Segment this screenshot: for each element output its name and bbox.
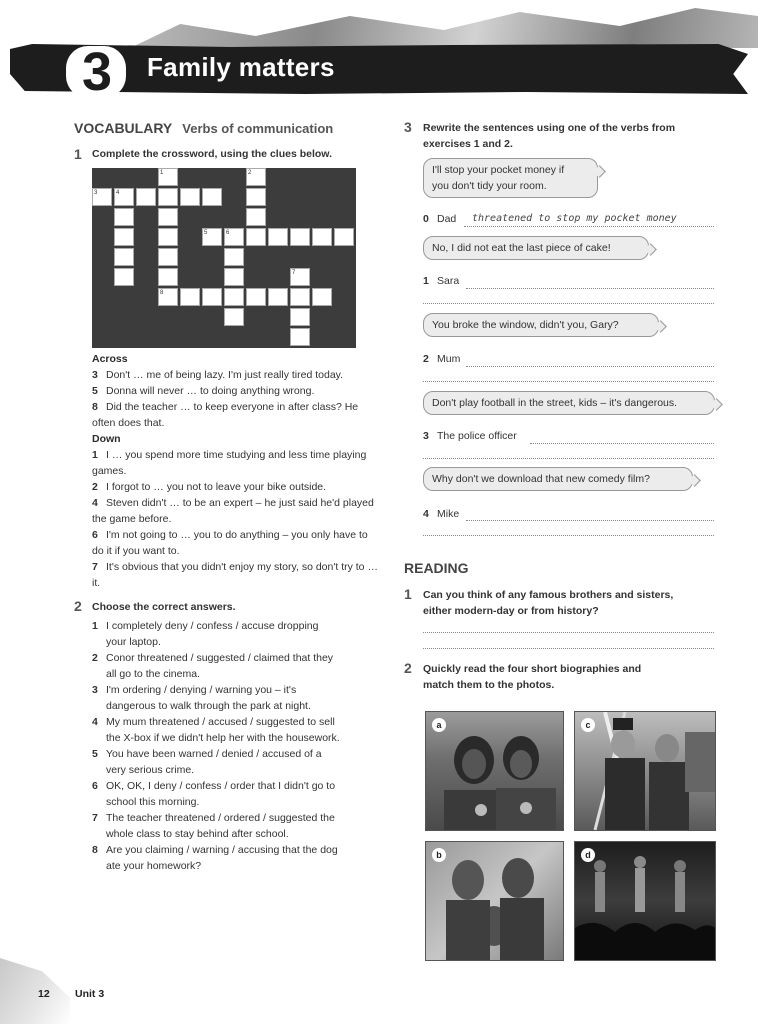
multiple-choice-item[interactable]: 4 My mum threatened / accused / suggested to sell the X-box if we didn't help her with the housework. [92, 716, 340, 744]
crossword-cell[interactable] [180, 188, 200, 206]
crossword-cell[interactable] [224, 248, 244, 266]
photo-a [425, 711, 564, 831]
clue-item: 6 I'm not going to … you to do anything – you only have to do it if you want to. [92, 529, 368, 557]
speech-bubble: No, I did not eat the last piece of cake! [423, 236, 649, 260]
exercise-number: 3 [404, 119, 412, 135]
clue-item: 1 I … you spend more time studying and less time playing games. [92, 449, 367, 477]
answer-line[interactable] [423, 648, 714, 649]
crossword-cell[interactable] [246, 208, 266, 226]
crossword-cell[interactable] [312, 228, 332, 246]
photo-label: c [581, 718, 595, 732]
answer-line[interactable] [464, 226, 714, 227]
crossword-cell[interactable] [290, 308, 310, 326]
exercise-instruction: Rewrite the sentences using one of the verbs from exercises 1 and 2. [423, 122, 676, 150]
answer-line[interactable] [423, 458, 714, 459]
multiple-choice-item[interactable]: 6 OK, OK, I deny / confess / order that I didn't go to school this morning. [92, 780, 336, 808]
unit-title: Family matters [147, 52, 335, 82]
photo-label: d [581, 848, 595, 862]
multiple-choice-item[interactable]: 7 The teacher threatened / ordered / suggested the whole class to stay behind after school. [92, 812, 335, 840]
multiple-choice-item[interactable]: 3 I'm ordering / denying / warning you – it's dangerous to walk through the park at night. [92, 684, 311, 712]
exercise-number: 2 [74, 598, 82, 614]
crossword-cell[interactable] [114, 248, 134, 266]
clue-item: 5 Donna will never … to doing anything wrong. [92, 385, 315, 397]
crossword-cell[interactable] [158, 248, 178, 266]
crossword-cell[interactable]: 8 [158, 288, 178, 306]
crossword-cell[interactable] [114, 268, 134, 286]
photo-label: b [432, 848, 446, 862]
crossword-cell[interactable]: 5 [202, 228, 222, 246]
crossword-cell[interactable] [114, 208, 134, 226]
crossword-cell[interactable] [114, 228, 134, 246]
exercise-number: 1 [404, 586, 412, 602]
crossword-cell[interactable] [334, 228, 354, 246]
crossword-cell[interactable] [224, 288, 244, 306]
multiple-choice-item[interactable]: 8 Are you claiming / warning / accusing that the dog ate your homework? [92, 844, 338, 872]
crossword-cell[interactable] [224, 268, 244, 286]
crossword-cell[interactable] [180, 288, 200, 306]
crossword-cell[interactable] [246, 188, 266, 206]
crossword-cell[interactable] [136, 188, 156, 206]
exercise-instruction: Can you think of any famous brothers and sisters, either modern-day or from history? [423, 589, 674, 617]
vocabulary-subheading: Verbs of communication [182, 121, 334, 136]
answer-line[interactable] [466, 366, 714, 367]
clue-item: 7 It's obvious that you didn't enjoy my story, so don't try to … it. [92, 561, 378, 589]
crossword-cell[interactable]: 1 [158, 168, 178, 186]
speech-bubble: Don't play football in the street, kids – it's dangerous. [423, 391, 715, 415]
photo-c [574, 711, 716, 831]
crossword-cell[interactable] [246, 288, 266, 306]
vocabulary-heading: VOCABULARY Verbs of communication [74, 120, 334, 136]
down-heading: Down [92, 433, 121, 445]
clue-item: 8 Did the teacher … to keep everyone in after class? He often does that. [92, 401, 359, 429]
crossword-cell[interactable] [246, 228, 266, 246]
rewrite-row: 2 Mum [423, 353, 461, 365]
crossword-cell[interactable]: 3 [92, 188, 112, 206]
answer-line[interactable] [423, 381, 714, 382]
answer-line[interactable] [423, 632, 714, 633]
rewrite-row: 1 Sara [423, 275, 460, 287]
crossword-cell[interactable] [290, 288, 310, 306]
clue-item: 3 Don't … me of being lazy. I'm just really tired today. [92, 369, 344, 381]
crossword-cell[interactable] [290, 228, 310, 246]
crossword-cell[interactable]: 2 [246, 168, 266, 186]
exercise-number: 2 [404, 660, 412, 676]
brothers-photo-illustration [575, 712, 715, 830]
example-answer: threatened to stop my pocket money [472, 213, 677, 224]
exercise-instruction: Quickly read the four short biographies and match them to the photos. [423, 663, 642, 691]
photo-label: a [432, 718, 446, 732]
crossword-cell[interactable] [158, 268, 178, 286]
footer-unit: Unit 3 [75, 988, 105, 1000]
page-number: 12 [38, 988, 50, 1000]
rewrite-row: 3 The police officer [423, 430, 517, 442]
crossword-cell[interactable] [202, 188, 222, 206]
speech-bubble: Why don't we download that new comedy film? [423, 467, 693, 491]
crossword-cell[interactable] [158, 208, 178, 226]
speech-bubble: I'll stop your pocket money if you don't tidy your room. [423, 158, 598, 198]
sisters-photo-illustration [426, 712, 563, 830]
reading-heading: READING [404, 560, 469, 576]
photo-d [574, 841, 716, 961]
clue-item: 4 Steven didn't … to be an expert – he just said he'd played the game before. [92, 497, 374, 525]
crossword-cell[interactable]: 6 [224, 228, 244, 246]
multiple-choice-item[interactable]: 5 You have been warned / denied / accused of a very serious crime. [92, 748, 322, 776]
crossword-cell[interactable] [268, 288, 288, 306]
crossword-cell[interactable] [312, 288, 332, 306]
speech-bubble: You broke the window, didn't you, Gary? [423, 313, 659, 337]
footer-texture [0, 958, 70, 1024]
banner-texture [130, 8, 758, 48]
answer-line[interactable] [466, 288, 714, 289]
answer-line[interactable] [466, 520, 714, 521]
crossword-grid [92, 168, 356, 348]
exercise-number: 1 [74, 146, 82, 162]
rewrite-row: 0 Dad [423, 213, 457, 225]
crossword-cell[interactable] [202, 288, 222, 306]
rewrite-row: 4 Mike [423, 508, 460, 520]
crossword-cell[interactable] [268, 228, 288, 246]
crossword-cell[interactable] [224, 308, 244, 326]
unit-number: 3 [81, 42, 113, 102]
answer-line[interactable] [423, 535, 714, 536]
clue-item: 2 I forgot to … you not to leave your bike outside. [92, 481, 327, 493]
multiple-choice-item[interactable]: 1 I completely deny / confess / accuse dropping your laptop. [92, 620, 319, 648]
across-heading: Across [92, 353, 128, 365]
crossword-cell[interactable] [290, 328, 310, 346]
multiple-choice-item[interactable]: 2 Conor threatened / suggested / claimed that they all go to the cinema. [92, 652, 334, 680]
exercise-instruction: Choose the correct answers. [92, 601, 236, 613]
crossword-cell[interactable]: 7 [290, 268, 310, 286]
concert-photo-illustration [575, 842, 715, 960]
answer-line[interactable] [423, 303, 714, 304]
crossword-cell[interactable] [158, 188, 178, 206]
exercise-instruction: Complete the crossword, using the clues below. [92, 148, 332, 160]
crossword-cell[interactable] [158, 228, 178, 246]
historical-portrait-illustration [426, 842, 563, 960]
crossword-cell[interactable]: 4 [114, 188, 134, 206]
answer-line[interactable] [530, 443, 714, 444]
photo-b [425, 841, 564, 961]
